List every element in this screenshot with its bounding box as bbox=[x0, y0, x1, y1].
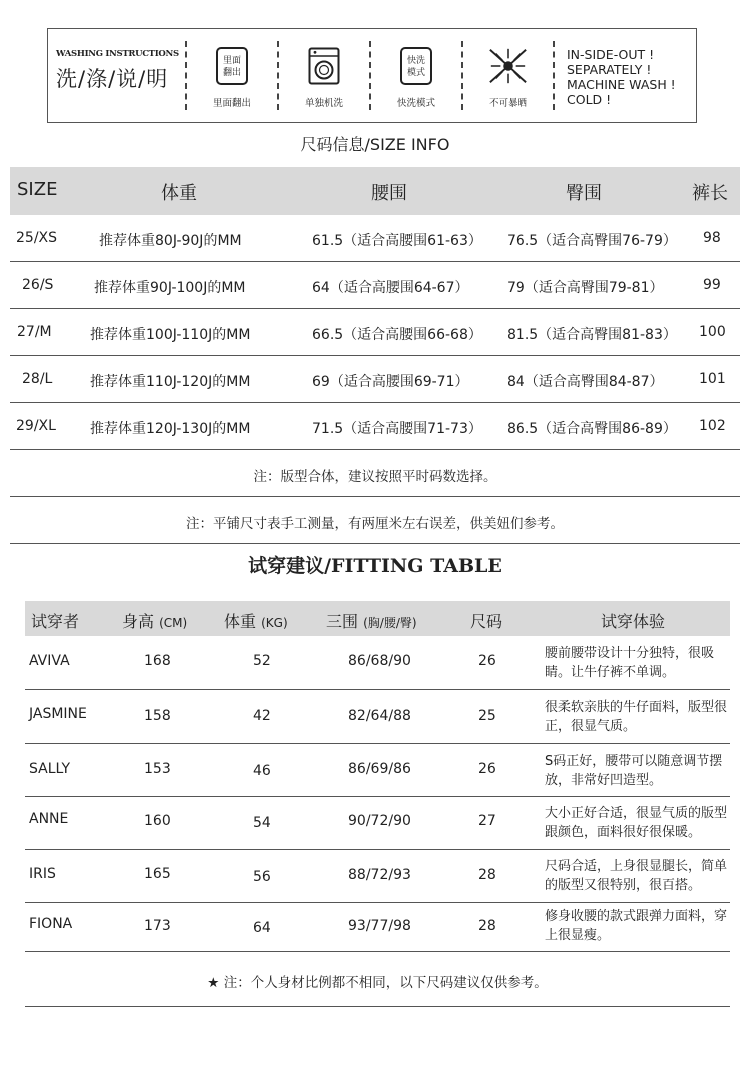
wash-item-label: 不可暴晒 bbox=[488, 98, 527, 109]
washing-title-cn: 洗/涤/说/明 bbox=[56, 67, 169, 91]
wash-item-label: 里面翻出 bbox=[212, 98, 251, 109]
size-cell: 26/S bbox=[22, 277, 54, 293]
fitting-row bbox=[25, 744, 730, 797]
header-weight: 体重 (KG) bbox=[224, 612, 288, 631]
model-name: IRIS bbox=[29, 866, 56, 882]
model-weight: 42 bbox=[253, 708, 271, 724]
size-note-fit: 注：版型合体，建议按照平时码数选择。 bbox=[10, 450, 740, 497]
hip-cell: 86.5（适合高臀围86-89） bbox=[507, 421, 677, 437]
model-height: 173 bbox=[144, 918, 171, 934]
no-sun-icon bbox=[487, 46, 529, 86]
size-table-header bbox=[10, 167, 740, 215]
model-weight: 46 bbox=[253, 763, 271, 779]
washing-note: SEPARATELY ! bbox=[567, 62, 652, 77]
washing-title bbox=[48, 29, 185, 122]
wash-item-no-sun bbox=[463, 29, 553, 122]
size-row bbox=[10, 215, 740, 262]
fitting-row bbox=[25, 850, 730, 903]
size-cell: 28/L bbox=[22, 371, 53, 387]
model-height: 165 bbox=[144, 866, 171, 882]
model-size: 28 bbox=[478, 867, 496, 883]
length-cell: 99 bbox=[703, 277, 721, 293]
hip-cell: 84（适合高臀围84-87） bbox=[507, 374, 664, 390]
waist-cell: 61.5（适合高腰围61-63） bbox=[312, 233, 482, 249]
model-height: 160 bbox=[144, 813, 171, 829]
size-row bbox=[10, 262, 740, 309]
model-height: 168 bbox=[144, 653, 171, 669]
model-name: FIONA bbox=[29, 916, 73, 932]
header-model: 试穿者 bbox=[31, 612, 80, 631]
header-size: 尺码 bbox=[470, 612, 503, 631]
model-weight: 56 bbox=[253, 869, 271, 885]
waist-cell: 66.5（适合高腰围66-68） bbox=[312, 327, 482, 343]
weight-cell: 推荐体重100J-110J的MM bbox=[90, 327, 251, 343]
size-info-heading: 尺码信息/SIZE INFO bbox=[300, 135, 450, 154]
fitting-row bbox=[25, 636, 730, 690]
model-name: SALLY bbox=[29, 761, 71, 777]
fitting-row bbox=[25, 690, 730, 744]
wash-item-inside-out bbox=[187, 29, 277, 122]
size-row bbox=[10, 309, 740, 356]
fitting-row bbox=[25, 903, 730, 952]
model-weight: 64 bbox=[253, 920, 271, 936]
weight-cell: 推荐体重90J-100J的MM bbox=[94, 280, 246, 296]
header-length: 裤长 bbox=[692, 183, 728, 204]
hip-cell: 76.5（适合高臀围76-79） bbox=[507, 233, 677, 249]
model-measurements: 86/69/86 bbox=[348, 761, 411, 777]
fitting-table-header bbox=[25, 601, 730, 636]
length-cell: 102 bbox=[699, 418, 726, 434]
model-experience: 很柔软亲肤的牛仔面料，版型很正，很显气质。 bbox=[545, 700, 728, 734]
header-experience: 试穿体验 bbox=[601, 612, 666, 631]
model-weight: 52 bbox=[253, 653, 271, 669]
length-cell: 98 bbox=[703, 230, 721, 246]
model-size: 27 bbox=[478, 813, 496, 829]
model-measurements: 90/72/90 bbox=[348, 813, 411, 829]
model-experience: 腰前腰带设计十分独特，很吸睛。让牛仔裤不单调。 bbox=[545, 646, 715, 680]
wash-item-quick-mode bbox=[371, 29, 461, 122]
model-size: 28 bbox=[478, 918, 496, 934]
size-cell: 25/XS bbox=[16, 230, 58, 246]
washing-machine-icon bbox=[308, 47, 340, 85]
hip-cell: 79（适合高臀围79-81） bbox=[507, 280, 664, 296]
model-measurements: 88/72/93 bbox=[348, 867, 411, 883]
size-row bbox=[10, 403, 740, 450]
model-measurements: 93/77/98 bbox=[348, 918, 411, 934]
waist-cell: 71.5（适合高腰围71-73） bbox=[312, 421, 482, 437]
inside-out-icon: 里面 翻出 bbox=[216, 47, 248, 85]
quick-mode-icon: 快洗 模式 bbox=[400, 47, 432, 85]
model-size: 26 bbox=[478, 653, 496, 669]
model-experience: 尺码合适，上身很显腿长，简单的版型又很特别，很百搭。 bbox=[545, 859, 728, 893]
model-experience: S码正好，腰带可以随意调节摆放，非常好凹造型。 bbox=[545, 754, 723, 788]
size-note-measure: 注：平铺尺寸表手工测量，有两厘米左右误差，供美妞们参考。 bbox=[10, 497, 740, 544]
model-experience: 修身收腰的款式跟弹力面料，穿上很显瘦。 bbox=[545, 909, 728, 943]
waist-cell: 64（适合高腰围64-67） bbox=[312, 280, 469, 296]
model-height: 158 bbox=[144, 708, 171, 724]
model-name: ANNE bbox=[29, 811, 69, 827]
washing-instructions-box bbox=[47, 28, 697, 123]
model-name: AVIVA bbox=[29, 653, 70, 669]
weight-cell: 推荐体重80J-90J的MM bbox=[99, 233, 242, 249]
model-weight: 54 bbox=[253, 815, 271, 831]
header-measurements: 三围 (胸/腰/臀) bbox=[326, 612, 417, 631]
wash-item-label: 单独机洗 bbox=[304, 98, 343, 109]
model-height: 153 bbox=[144, 761, 171, 777]
fitting-note: ★ 注：个人身材比例都不相同，以下尺码建议仅供参考。 bbox=[25, 952, 730, 1007]
size-cell: 29/XL bbox=[16, 418, 56, 434]
wash-item-label: 快洗模式 bbox=[396, 98, 435, 109]
washing-notes bbox=[555, 29, 696, 122]
model-measurements: 86/68/90 bbox=[348, 653, 411, 669]
length-cell: 100 bbox=[699, 324, 726, 340]
model-size: 26 bbox=[478, 761, 496, 777]
washing-note: MACHINE WASH ! bbox=[567, 77, 676, 92]
header-waist: 腰围 bbox=[371, 183, 407, 204]
length-cell: 101 bbox=[699, 371, 726, 387]
header-height: 身高 (CM) bbox=[122, 612, 188, 631]
waist-cell: 69（适合高腰围69-71） bbox=[312, 374, 469, 390]
model-name: JASMINE bbox=[29, 706, 87, 722]
washing-title-en: WASHING INSTRUCTIONS bbox=[56, 49, 179, 59]
fitting-row bbox=[25, 797, 730, 850]
hip-cell: 81.5（适合高臀围81-83） bbox=[507, 327, 677, 343]
header-size: SIZE bbox=[17, 179, 58, 200]
header-hip: 臀围 bbox=[566, 183, 602, 204]
header-weight: 体重 bbox=[161, 183, 197, 204]
model-experience: 大小正好合适，很显气质的版型跟颜色，面料很好很保暖。 bbox=[545, 806, 728, 840]
size-cell: 27/M bbox=[17, 324, 52, 340]
washing-note: COLD ! bbox=[567, 92, 612, 107]
model-size: 25 bbox=[478, 708, 496, 724]
washing-note: IN-SIDE-OUT ! bbox=[567, 47, 655, 62]
size-row bbox=[10, 356, 740, 403]
weight-cell: 推荐体重110J-120J的MM bbox=[90, 374, 251, 390]
weight-cell: 推荐体重120J-130J的MM bbox=[90, 421, 251, 437]
model-measurements: 82/64/88 bbox=[348, 708, 411, 724]
wash-item-machine-wash bbox=[279, 29, 369, 122]
fitting-heading: 试穿建议/FITTING TABLE bbox=[248, 555, 502, 577]
